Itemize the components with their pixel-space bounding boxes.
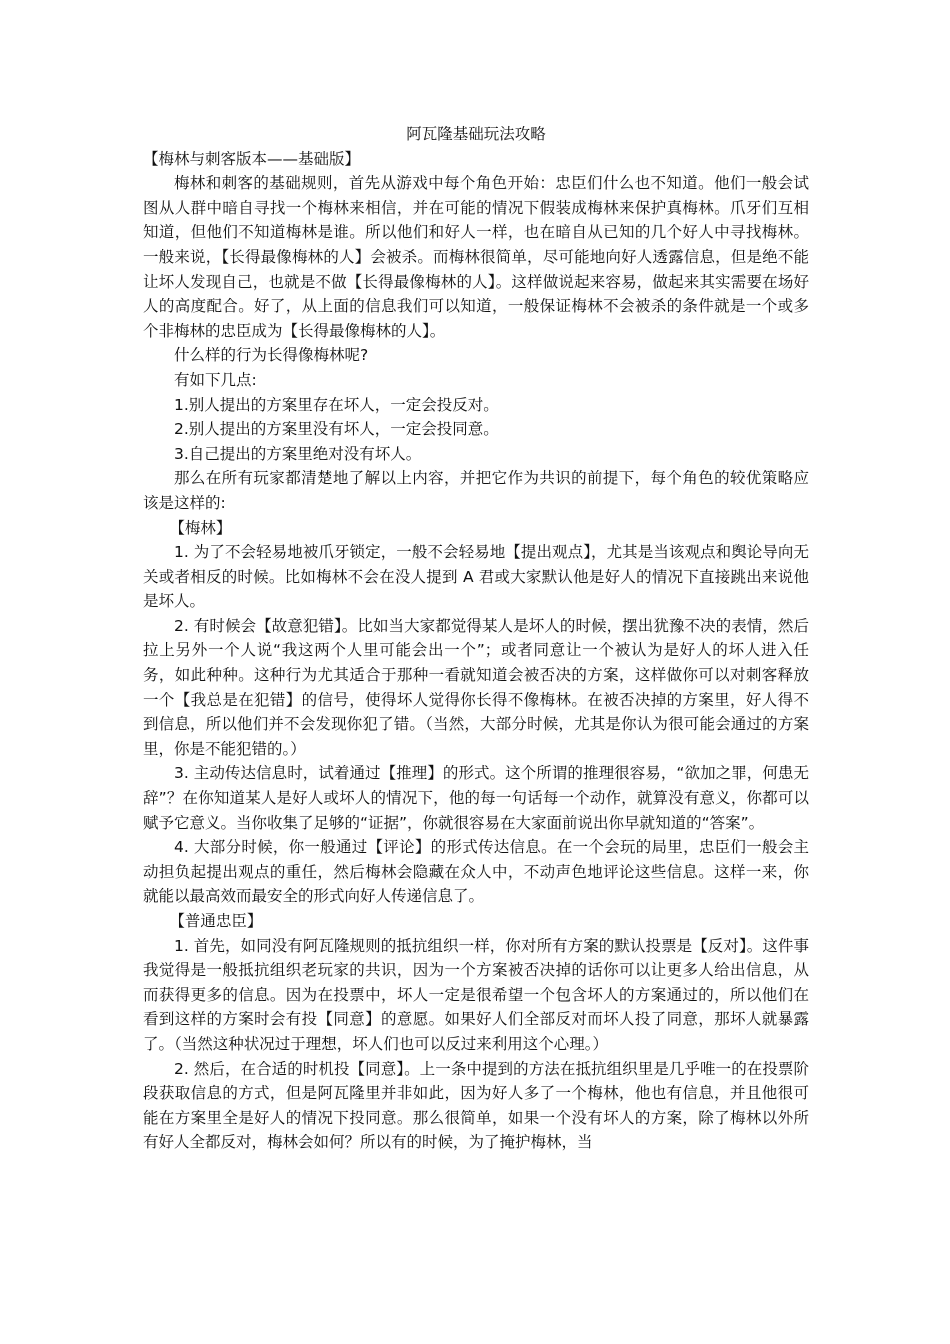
points-intro: 有如下几点:: [174, 370, 257, 389]
question-line: 什么样的行为长得像梅林呢?: [174, 346, 369, 365]
document-title: 阿瓦隆基础玩法攻略: [406, 125, 546, 143]
loyal-item: 1. 首先，如同没有阿瓦隆规则的抵抗组织一样，你对所有方案的默认投票是【反对】。这件事我觉得是一般抵抗组织老玩家的共识，因为一个方案被否决掉的话你可以让更多人给出信息，从而获得更多的信息。因为在投票中，坏人一定是很希望一个包含坏人的方案通过的，所以他们在看到这样的方案时会有投【同意】的意愿。如果好人们全部反对而坏人投了同意，那坏人就暴露了。（当然这种状况过于理想，坏人们也可以反过来利用这个心理。）: [143, 936, 809, 1053]
point-item: 3.自己提出的方案里绝对没有坏人。: [174, 444, 422, 463]
merlin-item: 3. 主动传达信息时，试着通过【推理】的形式。这个所谓的推理很容易，“欲加之罪，何患无辞”？在你知道某人是好人或坏人的情况下，他的每一句话每一个动作，就算没有意义，你都可以赋予它意义。当你收集了足够的“证据”，你就很容易在大家面前说出你早就知道的“答案”。: [143, 764, 809, 832]
merlin-heading: 【梅林】: [169, 518, 232, 537]
merlin-item: 4. 大部分时候，你一般通过【评论】的形式传达信息。在一个会玩的局里，忠臣们一般会主动担负起提出观点的重任，然后梅林会隐藏在众人中，不动声色地评论这些信息。这样一来，你就能以最高效而最安全的形式向好人传递信息了。: [143, 838, 809, 906]
intro-paragraph: 梅林和刺客的基础规则，首先从游戏中每个角色开始：忠臣们什么也不知道。他们一般会试图从人群中暗自寻找一个梅林来相信，并在可能的情况下假装成梅林来保护真梅林。爪牙们互相知道，但他们不知道梅林是谁。所以他们和好人一样，也在暗自从已知的几个好人中寻找梅林。一般来说，【长得最像梅林的人】会被杀。而梅林很简单，尽可能地向好人透露信息，但是绝不能让坏人发现自己，也就是不做【长得最像梅林的人】。这样做说起来容易，做起来其实需要在场好人的高度配合。好了，从上面的信息我们可以知道，一般保证梅林不会被杀的条件就是一个或多个非梅林的忠臣成为【长得最像梅林的人】。: [143, 174, 809, 340]
merlin-item: 1. 为了不会轻易地被爪牙锁定，一般不会轻易地【提出观点】，尤其是当该观点和舆论导向无关或者相反的时候。比如梅林不会在没人提到 A 君或大家默认他是好人的情况下直接跳出来说他是坏人。: [143, 543, 809, 611]
loyal-heading: 【普通忠臣】: [169, 912, 263, 930]
point-item: 2.别人提出的方案里没有坏人，一定会投同意。: [174, 420, 499, 439]
loyal-item: 2. 然后，在合适的时机投【同意】。上一条中提到的方法在抵抗组织里是几乎唯一的在投票阶段获取信息的方式，但是阿瓦隆里并非如此，因为好人多了一个梅林，他也有信息，并且他很可能在方案里全是好人的情况下投同意。那么很简单，如果一个没有坏人的方案，除了梅林以外所有好人全都反对，梅林会如何？所以有的时候，为了掩护梅林，当: [143, 1059, 809, 1152]
strategy-intro: 那么在所有玩家都清楚地了解以上内容，并把它作为共识的前提下，每个角色的较优策略应该是这样的:: [143, 469, 809, 512]
document-page: [143, 122, 809, 1155]
section-title: 【梅林与刺客版本——基础版】: [143, 149, 361, 168]
merlin-item: 2. 有时候会【故意犯错】。比如当大家都觉得某人是坏人的时候，摆出犹豫不决的表情，然后拉上另外一个人说“我这两个人里可能会出一个”；或者同意让一个被认为是好人的坏人进入任务，如此种种。这种行为尤其适合于那种一看就知道会被否决的方案，这样做你可以对刺客释放一个【我总是在犯错】的信号，使得坏人觉得你长得不像梅林。在被否决掉的方案里，好人得不到信息，所以他们并不会发现你犯了错。（当然，大部分时候，尤其是你认为很可能会通过的方案里，你是不能犯错的。）: [143, 616, 809, 758]
point-item: 1.别人提出的方案里存在坏人，一定会投反对。: [174, 395, 499, 414]
